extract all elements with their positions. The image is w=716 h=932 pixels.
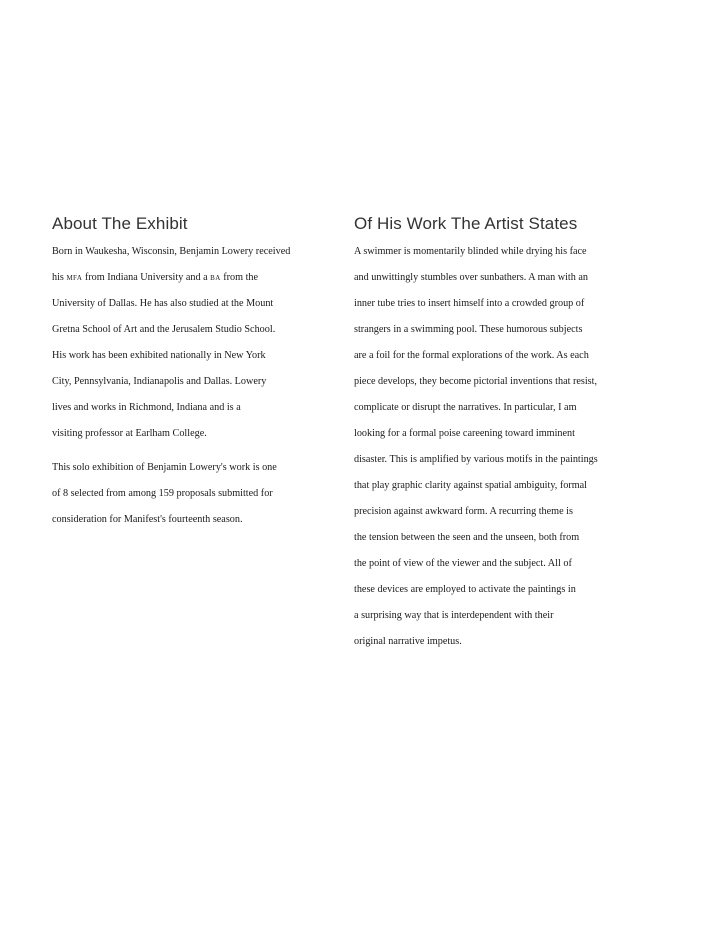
text-line: are a foil for the formal explorations of the work. As each	[354, 350, 589, 361]
text-line: His work has been exhibited nationally in New York	[52, 350, 266, 361]
text-fragment: from Indiana University and a	[82, 272, 211, 283]
text-line: lives and works in Richmond, Indiana and is a	[52, 402, 241, 413]
text-line: the point of view of the viewer and the subject. All of	[354, 558, 572, 569]
about-exhibit-section	[52, 211, 314, 533]
text-line: that play graphic clarity against spatial ambiguity, formal	[354, 480, 588, 491]
text-line: visiting professor at Earlham College.	[52, 428, 207, 439]
text-line: A swimmer is momentarily blinded while drying his face	[354, 246, 587, 257]
text-fragment: his	[52, 272, 67, 283]
text-line: University of Dallas. He has also studied at the Mount	[52, 298, 274, 309]
text-line: and unwittingly stumbles over sunbathers. A man with an	[354, 272, 589, 283]
about-exhibit-heading: About The Exhibit	[52, 214, 188, 233]
text-line: complicate or disrupt the narratives. In particular, I am	[354, 402, 577, 413]
text-line: these devices are employed to activate the paintings in	[354, 584, 576, 595]
text-line: strangers in a swimming pool. These humorous subjects	[354, 324, 583, 335]
text-line	[52, 265, 314, 291]
text-line: piece develops, they become pictorial inventions that resist,	[354, 376, 598, 387]
text-line: disaster. This is amplified by various motifs in the paintings	[354, 454, 598, 465]
text-fragment: from the	[220, 272, 259, 283]
text-line: City, Pennsylvania, Indianapolis and Dallas. Lowery	[52, 376, 267, 387]
text-line: Gretna School of Art and the Jerusalem Studio School.	[52, 324, 276, 335]
artist-statement-section	[354, 211, 624, 655]
text-line: Born in Waukesha, Wisconsin, Benjamin Lowery received	[52, 246, 291, 257]
text-line: looking for a formal poise careening toward imminent	[354, 428, 575, 439]
exhibition-paragraph	[52, 455, 314, 533]
text-line: This solo exhibition of Benjamin Lowery's work is one	[52, 462, 277, 473]
text-line: original narrative impetus.	[354, 636, 462, 647]
artist-statement-heading: Of His Work The Artist States	[354, 214, 578, 233]
degree-abbreviation-ba: ba	[210, 272, 221, 283]
text-line: the tension between the seen and the unseen, both from	[354, 532, 580, 543]
artist-statement-paragraph	[354, 239, 624, 655]
text-line: precision against awkward form. A recurring theme is	[354, 506, 573, 517]
paragraph-spacer	[52, 447, 314, 455]
text-line: inner tube tries to insert himself into a crowded group of	[354, 298, 585, 309]
text-line: a surprising way that is interdependent with their	[354, 610, 554, 621]
text-line: of 8 selected from among 159 proposals submitted for	[52, 488, 273, 499]
text-line: consideration for Manifest's fourteenth season.	[52, 514, 243, 525]
degree-abbreviation-mfa: mfa	[66, 272, 83, 283]
biography-paragraph	[52, 239, 314, 447]
